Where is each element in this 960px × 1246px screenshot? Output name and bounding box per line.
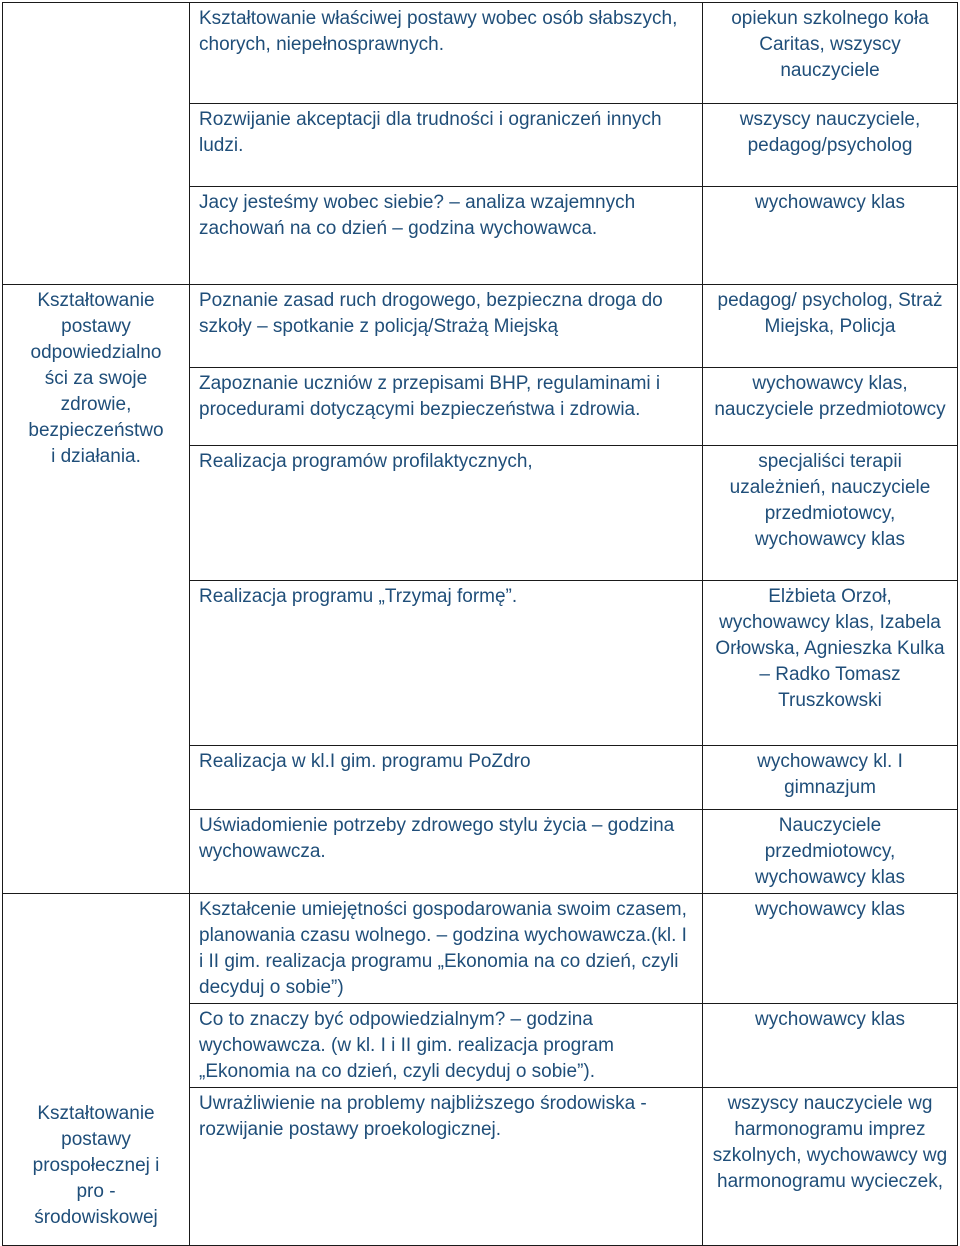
area-line: zdrowie, xyxy=(60,394,132,415)
responsible-cell: specjaliści terapii uzależnień, nauczyciele przedmiotowcy, wychowawcy klas xyxy=(703,446,958,581)
area-line: ści za swoje xyxy=(44,368,148,389)
area-line: odpowiedzialno xyxy=(30,342,162,363)
responsible-cell: opiekun szkolnego koła Caritas, wszyscy nauczyciele xyxy=(703,3,958,104)
responsible-cell: wychowawcy kl. I gimnazjum xyxy=(703,746,958,810)
area-line: Kształtowanie xyxy=(37,1103,155,1124)
responsible-cell: wychowawcy klas xyxy=(703,1004,958,1088)
activity-cell: Kształtowanie właściwej postawy wobec osób słabszych, chorych, niepełnosprawnych. xyxy=(190,3,703,104)
responsible-cell: wszyscy nauczyciele, pedagog/psycholog xyxy=(703,104,958,187)
activity-cell: Uświadomienie potrzeby zdrowego stylu życia – godzina wychowawcza. xyxy=(190,810,703,894)
area-line: i działania. xyxy=(51,446,141,467)
responsible-cell: wychowawcy klas xyxy=(703,187,958,285)
responsible-cell: wychowawcy klas xyxy=(703,894,958,1004)
area-cell-empty xyxy=(3,3,190,285)
table-row xyxy=(3,285,958,368)
responsible-cell: Nauczyciele przedmiotowcy, wychowawcy klas xyxy=(703,810,958,894)
responsible-cell: wychowawcy klas, nauczyciele przedmiotowcy xyxy=(703,368,958,446)
activity-cell: Realizacja programów profilaktycznych, xyxy=(190,446,703,581)
table-row xyxy=(3,894,958,1004)
area-line: postawy xyxy=(61,316,131,337)
area-line: pro - xyxy=(76,1181,116,1202)
responsible-cell: Elżbieta Orzoł, wychowawcy klas, Izabela Orłowska, Agnieszka Kulka – Radko Tomasz Truszkowski xyxy=(703,581,958,746)
area-line: środowiskowej xyxy=(34,1207,158,1228)
activity-cell: Co to znaczy być odpowiedzialnym? – godzina wychowawcza. (w kl. I i II gim. realizacja program „Ekonomia na co dzień, czyli decyduj o sobie”). xyxy=(190,1004,703,1088)
area-line: Kształtowanie xyxy=(37,290,155,311)
area-cell-health xyxy=(3,285,190,894)
activity-cell: Uwrażliwienie na problemy najbliższego środowiska - rozwijanie postawy proekologicznej. xyxy=(190,1088,703,1246)
activity-cell: Kształcenie umiejętności gospodarowania swoim czasem, planowania czasu wolnego. – godzina wychowawcza.(kl. I i II gim. realizacja programu „Ekonomia na co dzień, czyli decyduj o sobie”) xyxy=(190,894,703,1004)
activity-cell: Rozwijanie akceptacji dla trudności i ograniczeń innych ludzi. xyxy=(190,104,703,187)
activity-cell: Poznanie zasad ruch drogowego, bezpieczna droga do szkoły – spotkanie z policją/Strażą Miejską xyxy=(190,285,703,368)
activity-cell: Realizacja programu „Trzymaj formę”. xyxy=(190,581,703,746)
responsible-cell: wszyscy nauczyciele wg harmonogramu imprez szkolnych, wychowawcy wg harmonogramu wycieczek, xyxy=(703,1088,958,1246)
activity-cell: Realizacja w kl.I gim. programu PoZdro xyxy=(190,746,703,810)
area-line: postawy xyxy=(61,1129,131,1150)
table-row xyxy=(3,3,958,104)
area-cell-social xyxy=(3,894,190,1246)
area-line: prospołecznej i xyxy=(32,1155,160,1176)
activity-cell: Jacy jesteśmy wobec siebie? – analiza wzajemnych zachowań na co dzień – godzina wychowawca. xyxy=(190,187,703,285)
activity-cell: Zapoznanie uczniów z przepisami BHP, regulaminami i procedurami dotyczącymi bezpieczeństwa i zdrowia. xyxy=(190,368,703,446)
educational-plan-table xyxy=(2,2,958,1246)
area-line: bezpieczeństwo xyxy=(28,420,164,441)
responsible-cell: pedagog/ psycholog, Straż Miejska, Policja xyxy=(703,285,958,368)
